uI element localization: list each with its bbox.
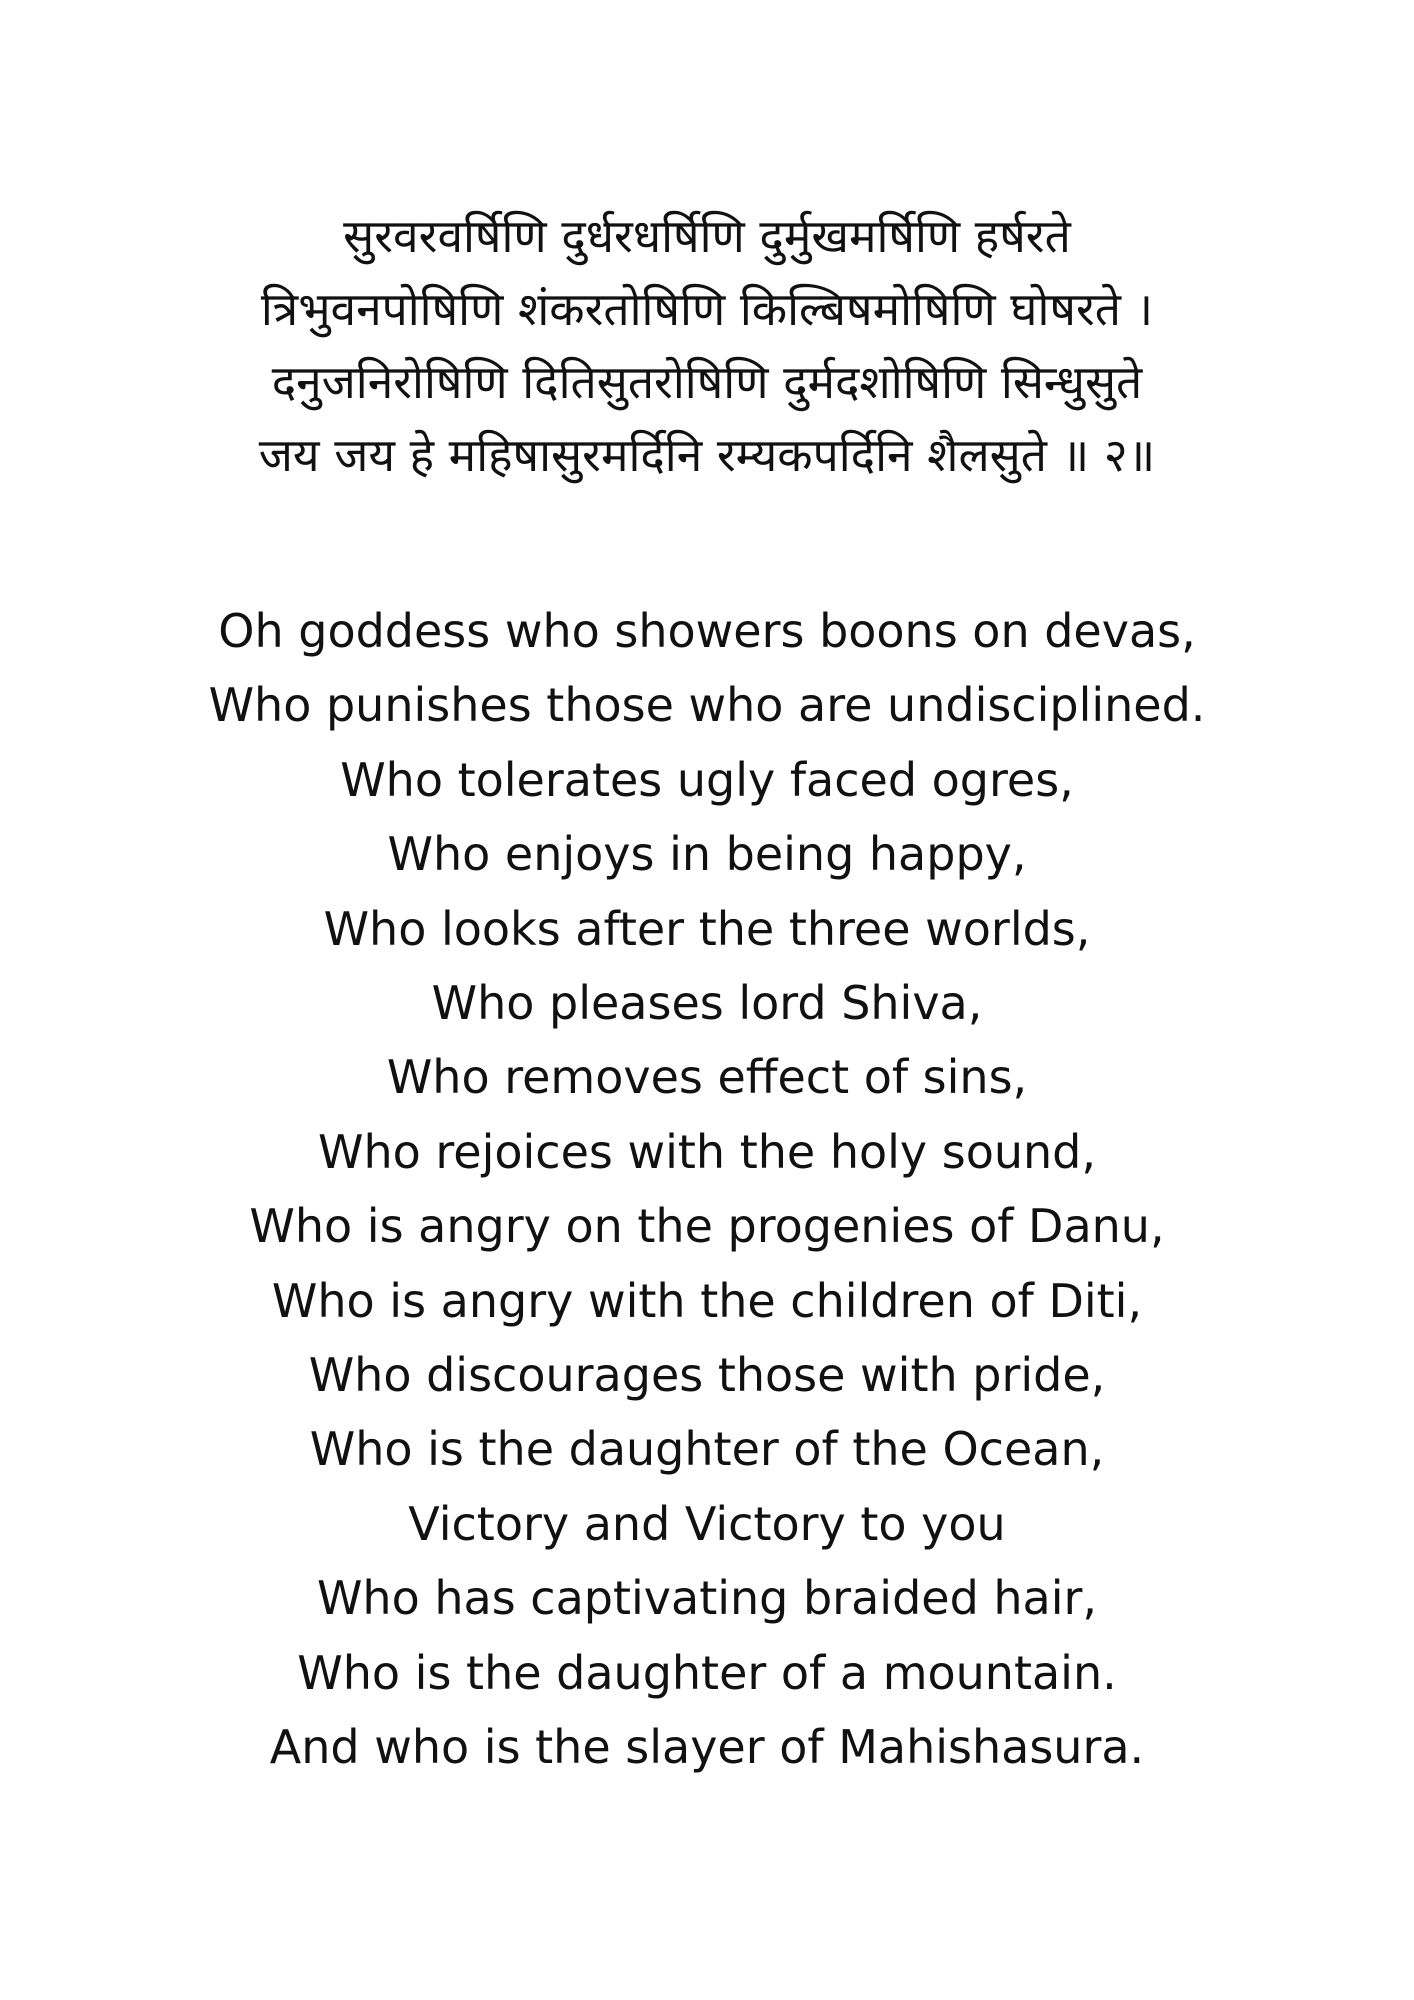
translation-line: Who rejoices with the holy sound, — [318, 1124, 1096, 1179]
translation-line: And who is the slayer of Mahishasura. — [269, 1720, 1145, 1775]
translation-line: Who is the daughter of a mountain. — [297, 1645, 1117, 1700]
translation-line: Who is angry on the progenies of Danu, — [249, 1199, 1165, 1254]
translation-line: Who tolerates ugly faced ogres, — [340, 752, 1074, 807]
translation-line: Who punishes those who are undisciplined. — [208, 678, 1206, 733]
sanskrit-line: दनुजनिरोषिणि दितिसुतरोषिणि दुर्मदशोषिणि सिन्धुसुते — [271, 355, 1143, 409]
translation-line: Who discourages those with pride, — [308, 1348, 1106, 1403]
english-translation — [0, 594, 1414, 1785]
translation-line: Who removes effect of sins, — [386, 1050, 1028, 1105]
translation-line: Oh goddess who showers boons on devas, — [218, 604, 1196, 658]
translation-line: Who has captivating braided hair, — [316, 1571, 1098, 1626]
translation-line: Who is angry with the children of Diti, — [271, 1273, 1143, 1328]
translation-line: Who enjoys in being happy, — [387, 827, 1027, 882]
sanskrit-line: सुरवरवर्षिणि दुर्धरधर्षिणि दुर्मुखमर्षिणि हर्षरते — [343, 209, 1071, 263]
translation-line: Who is the daughter of the Ocean, — [309, 1422, 1105, 1477]
translation-line: Victory and Victory to you — [408, 1496, 1006, 1551]
sanskrit-line: जय जय हे महिषासुरमर्दिनि रम्यकपर्दिनि शैलसुते ॥ २॥ — [258, 428, 1156, 482]
translation-line: Who pleases lord Shiva, — [431, 976, 983, 1031]
translation-line: Who looks after the three worlds, — [323, 901, 1091, 956]
sanskrit-verse — [0, 200, 1414, 492]
sanskrit-line: त्रिभुवनपोषिणि शंकरतोषिणि किल्बिषमोषिणि घोषरते । — [260, 282, 1154, 336]
